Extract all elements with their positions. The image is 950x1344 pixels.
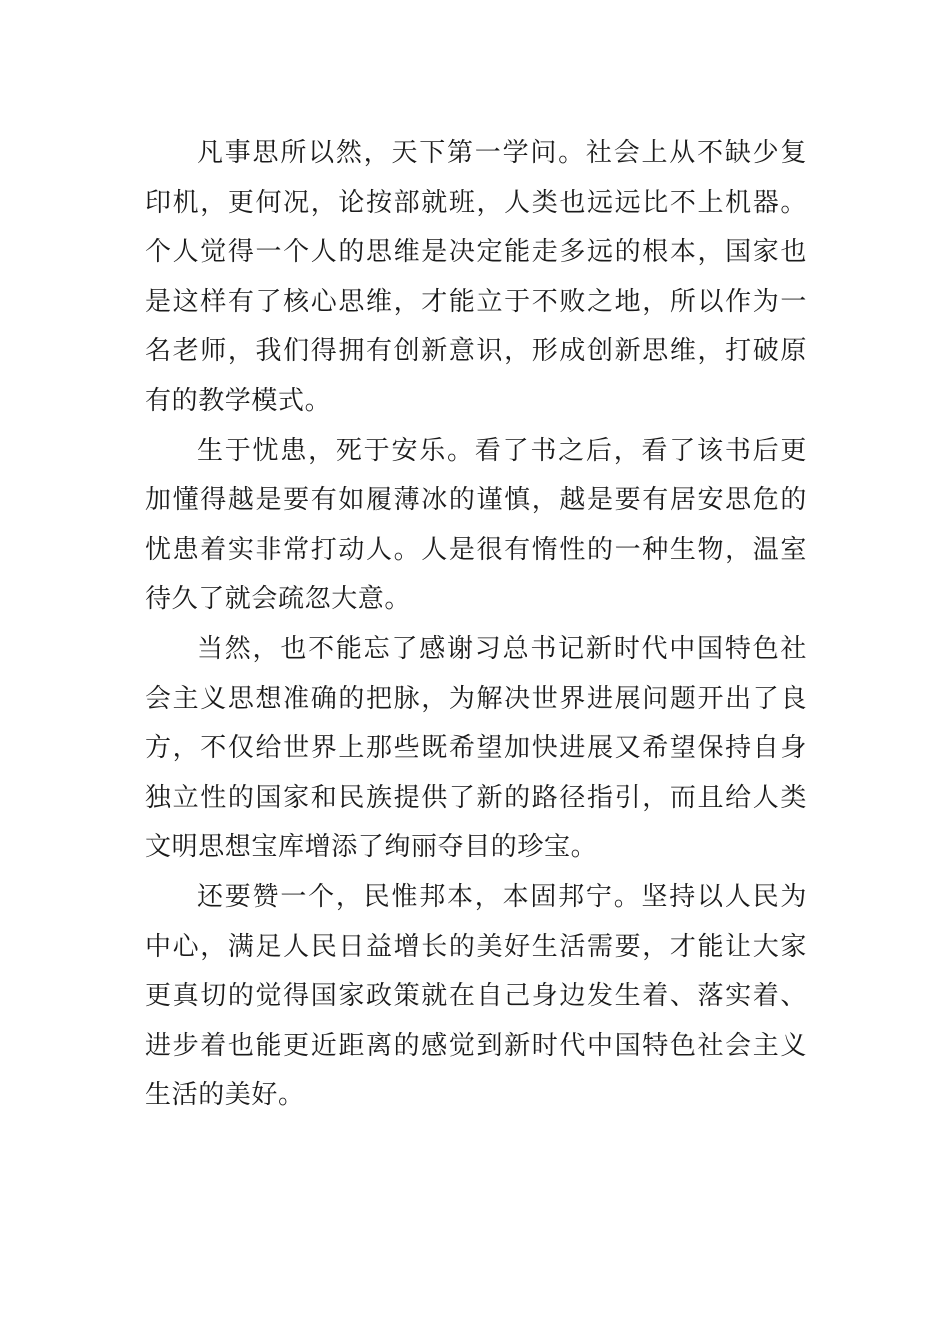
paragraph-3: 当然，也不能忘了感谢习总书记新时代中国特色社会主义思想准确的把脉，为解决世界进展问题开出了良方，不仅给世界上那些既希望加快进展又希望保持自身独立性的国家和民族提供了新的路径指引，而且给人类文明思想宝库增添了绚丽夺目的珍宝。 — [145, 633, 807, 863]
document-body — [145, 129, 807, 1121]
paragraph-1: 凡事思所以然，天下第一学问。社会上从不缺少复印机，更何况，论按部就班，人类也远远比不上机器。个人觉得一个人的思维是决定能走多远的根本，国家也是这样有了核心思维，才能立于不败之地，所以作为一名老师，我们得拥有创新意识，形成创新思维，打破原有的教学模式。 — [145, 138, 807, 416]
paragraph-2: 生于忧患，死于安乐。看了书之后，看了该书后更加懂得越是要有如履薄冰的谨慎，越是要有居安思危的忧患着实非常打动人。人是很有惰性的一种生物，温室待久了就会疏忽大意。 — [145, 435, 807, 615]
paragraph-4: 还要赞一个，民惟邦本，本固邦宁。坚持以人民为中心，满足人民日益增长的美好生活需要，才能让大家更真切的觉得国家政策就在自己身边发生着、落实着、进步着也能更近距离的感觉到新时代中国特色社会主义生活的美好。 — [145, 881, 807, 1111]
